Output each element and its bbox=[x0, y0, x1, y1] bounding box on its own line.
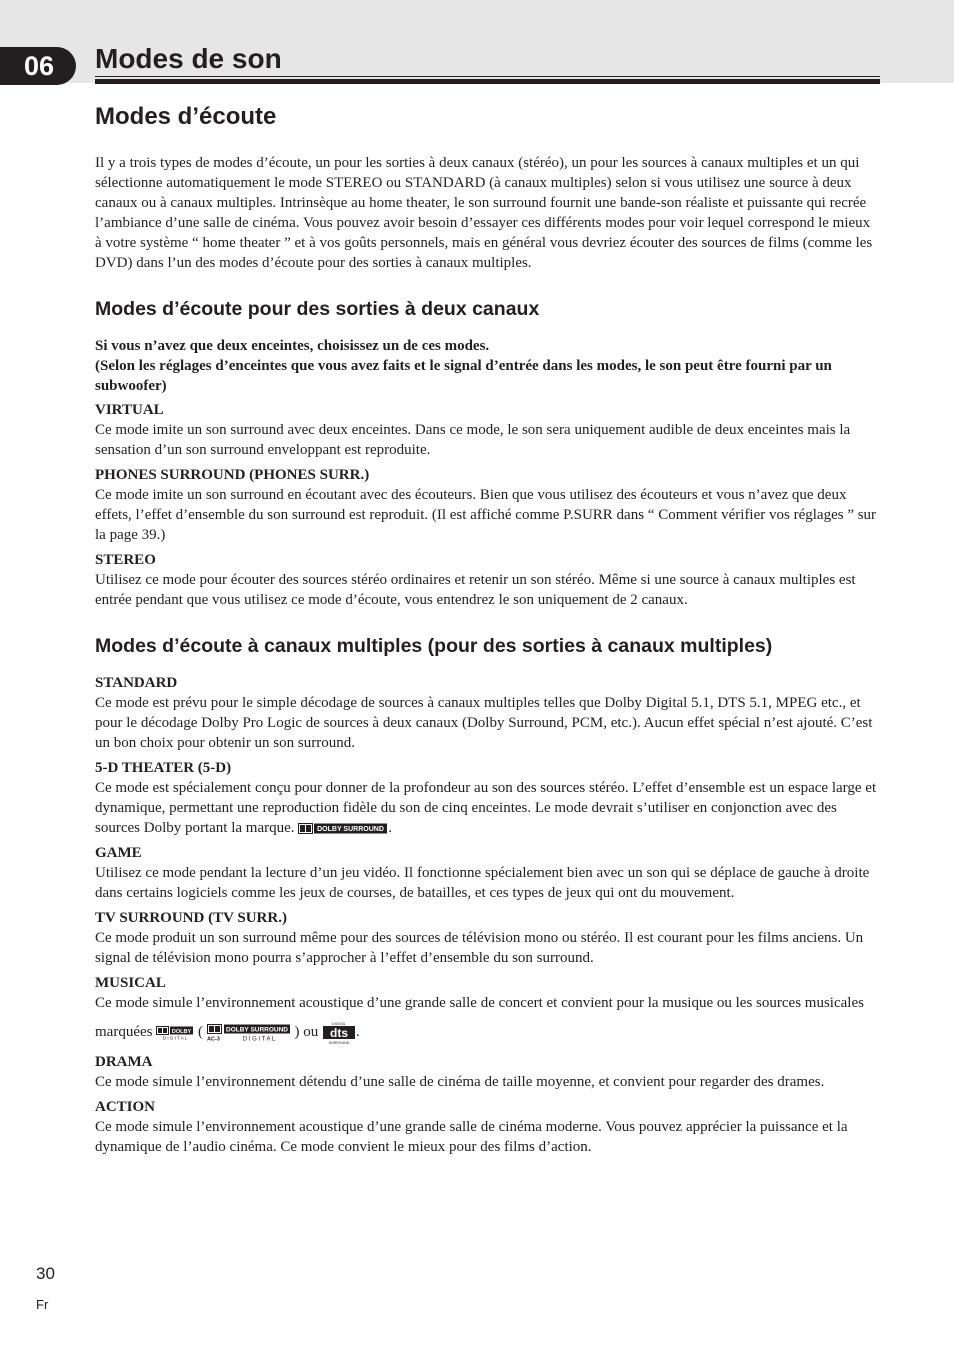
mode-description: Ce mode est prévu pour le simple décodage de sources à canaux multiples telles que Dolby Digital 5.1, DTS 5.1, MPEG etc., et pour le décodage Dolby Pro Logic de sources à deux canaux (Dolby Surround, PCM, etc.). Aucun effet spécial n’est ajouté. C’est un bon choix pour obtenir un son surround. bbox=[95, 695, 873, 751]
mode-description: Ce mode imite un son surround avec deux enceintes. Dans ce mode, le son sera uniquement audible de deux enceintes mais la sensation d’un son surround enveloppant est reproduite. bbox=[95, 422, 851, 458]
logo-text: D I G I T A L bbox=[163, 1035, 188, 1040]
page-content bbox=[95, 101, 880, 1162]
logo-text: AC-3 bbox=[206, 1036, 220, 1042]
mode-name: STEREO bbox=[95, 552, 156, 568]
paren-close: ) ou bbox=[294, 1024, 319, 1040]
logo-text: DOLBY bbox=[172, 1028, 192, 1035]
mode-name: 5-D THEATER (5-D) bbox=[95, 760, 232, 776]
page-number: 30 bbox=[36, 1264, 55, 1283]
mode-stereo bbox=[95, 550, 880, 610]
dolby-digital-logo bbox=[156, 1026, 194, 1040]
dts-logo bbox=[322, 1021, 356, 1045]
dolby-surround-logo bbox=[298, 823, 388, 834]
mode-virtual bbox=[95, 400, 880, 460]
mode-description: Ce mode simule l’environnement détendu d’une salle de cinéma de taille moyenne, et convient pour regarder des drames. bbox=[95, 1074, 825, 1090]
language-code: Fr bbox=[36, 1297, 49, 1312]
intro-paragraph: Il y a trois types de modes d’écoute, un pour les sorties à deux canaux (stéréo), un pour les sources à canaux multiples et un qui sélectionne automatiquement le mode STEREO ou STANDARD (à canaux multiples) selon si vous utilisez une source à deux canaux ou à canaux multiples. Intrinsèque au home theater, le son surround fournit une bande-son réaliste et puissante qui recrée l’ambiance d’une salle de cinéma. Vous pouvez avoir besoin d’essayer ces différents modes pour voir lequel correspond le mieux à votre système “ home theater ” et à vos goûts personnels, mais en général vous devriez écouter des sources de films (comme les DVD) dans l’un des modes d’écoute pour des sorties à canaux multiples. bbox=[95, 155, 873, 271]
chapter-title: Modes de son bbox=[95, 43, 282, 74]
header-rule-thin bbox=[95, 76, 880, 77]
header-rule-thick bbox=[95, 79, 880, 84]
mode-description bbox=[95, 989, 880, 1047]
mode-name: PHONES SURROUND (PHONES SURR.) bbox=[95, 467, 370, 483]
mode-name: STANDARD bbox=[95, 675, 178, 691]
mode-tv-surround bbox=[95, 908, 880, 968]
mode-name: DRAMA bbox=[95, 1054, 153, 1070]
dolby-surround-ac3-logo bbox=[207, 1024, 291, 1042]
lead-line-1: Si vous n’avez que deux enceintes, choisissez un de ces modes. bbox=[95, 338, 490, 354]
logo-text: dts bbox=[329, 1025, 348, 1040]
mode-drama bbox=[95, 1052, 880, 1092]
mode-standard bbox=[95, 673, 880, 753]
mode-description-text: Ce mode simule l’environnement acoustique d’une grande salle de concert et convient pour la musique ou les sources musicales marquées bbox=[95, 995, 864, 1040]
chapter-number-tab: 06 bbox=[0, 47, 76, 85]
mode-description-text: Ce mode est spécialement conçu pour donner de la profondeur au son des sources stéréo. L’effet d’ensemble est un espace large et dynamique, permettant une reproduction fidèle du son de cinq enceintes. Le mode devrait s’utiliser en conjonction avec des sources Dolby portant la marque. bbox=[95, 780, 877, 836]
mode-game bbox=[95, 843, 880, 903]
mode-description bbox=[95, 778, 880, 838]
lead-line-2: (Selon les réglages d’enceintes que vous avez faits et le signal d’entrée dans les modes, le son peut être fourni par un subwoofer) bbox=[95, 358, 832, 394]
mode-description: Utilisez ce mode pendant la lecture d’un jeu vidéo. Il fonctionne spécialement bien avec un son qui se déplace de gauche à droite dans certains logiciels comme les jeux de courses, de batailles, et ces types de jeux qui ont du mouvement. bbox=[95, 865, 870, 901]
mode-description: Ce mode imite un son surround en écoutant avec des écouteurs. Bien que vous utilisez des écouteurs et vous n’avez que deux effets, l’effet d’ensemble du son surround est reproduit. (Il est affiché comme P.SURR dans “ Comment vérifier vos réglages ” sur la page 39.) bbox=[95, 487, 877, 543]
mode-name: GAME bbox=[95, 845, 142, 861]
logo-text: SURROUND bbox=[328, 1040, 350, 1045]
logo-text: DOLBY SURROUND bbox=[225, 1026, 288, 1034]
multi-channel-heading: Modes d’écoute à canaux multiples (pour des sorties à canaux multiples) bbox=[95, 635, 773, 657]
logo-text: DIGITAL bbox=[332, 1021, 346, 1026]
paren-open: ( bbox=[197, 1024, 203, 1040]
mode-description: Ce mode produit un son surround même pour des sources de télévision mono ou stéréo. Il est courant pour les films anciens. Un signal de télévision mono pourra s’approcher à l’effet d’ensemble du son surround. bbox=[95, 930, 864, 966]
logo-text: DOLBY SURROUND bbox=[317, 826, 385, 834]
two-channel-lead bbox=[95, 336, 880, 396]
mode-name: ACTION bbox=[95, 1099, 156, 1115]
two-channel-heading: Modes d’écoute pour des sorties à deux canaux bbox=[95, 298, 540, 320]
mode-name: MUSICAL bbox=[95, 975, 166, 991]
mode-musical bbox=[95, 973, 880, 1047]
section-title: Modes d’écoute bbox=[95, 103, 277, 130]
mode-phones-surround bbox=[95, 465, 880, 545]
sentence-end: . bbox=[388, 820, 393, 836]
mode-5d-theater bbox=[95, 758, 880, 838]
mode-action bbox=[95, 1097, 880, 1157]
mode-description: Utilisez ce mode pour écouter des sources stéréo ordinaires et retenir un son stéréo. Même si une source à canaux multiples est entrée pendant que vous utilisez ce mode d’écoute, vous entendrez le son uniquement de 2 canaux. bbox=[95, 572, 856, 608]
mode-name: VIRTUAL bbox=[95, 402, 164, 418]
sentence-end: . bbox=[355, 1024, 360, 1040]
logo-text: D I G I T A L bbox=[242, 1036, 275, 1042]
mode-name: TV SURROUND (TV SURR.) bbox=[95, 910, 287, 926]
mode-description: Ce mode simule l’environnement acoustique d’une grande salle de cinéma moderne. Vous pouvez apprécier la puissance et la dynamique de l’audio cinéma. Ce mode convient le mieux pour des films d’action. bbox=[95, 1119, 848, 1155]
